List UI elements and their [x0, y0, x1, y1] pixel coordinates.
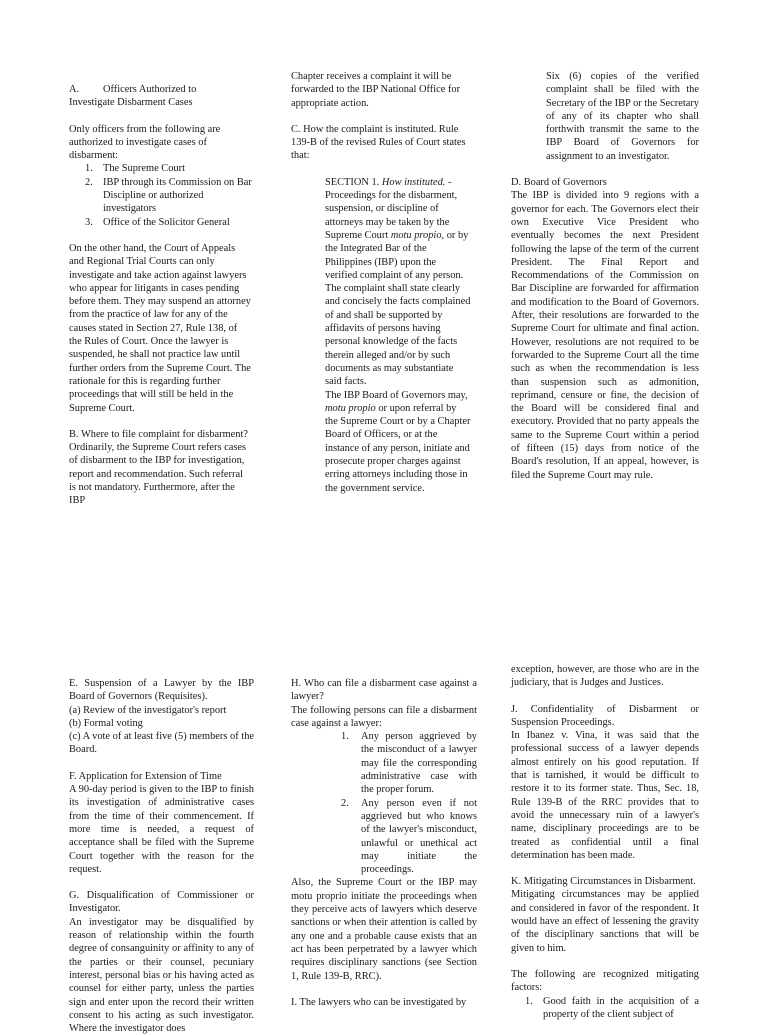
- paragraph-k: Mitigating circumstances may be applied and considered in favor of the respondent. It would have an effect of lessening the gravity of the disciplinary sanctions that will be given to him.: [511, 889, 699, 954]
- heading-j: J. Confidentiality of Disbarment or Suspension Proceedings.: [511, 703, 699, 728]
- heading-a: A. Officers Authorized to: [69, 84, 197, 95]
- heading-i: I. The lawyers who can be investigated by: [291, 996, 467, 1008]
- paragraph-d: The IBP is divided into 9 regions with a governor for each. The Governors elect their own Executive Vice President who eventually becomes the next President following the lapse of the term of the current President. The Final Report and Recommendations of the Commission on Bar Discipline are forwarded for affirmation and modification to the Board of Governors. After, their resolutions are forwarded to the Supreme Court for ultimate and final action. However, resolutions are not required to be forwarded to the Supreme Court all the time such as when the recommendation is less than suspension such as admonition, reprimand, censure or fine, the decision of the Board will be considered final and executory. Provided that no party appeals the same to the Supreme Court within a period of fifteen (15) days from notice of the Board's resolution, If an appeal, however, is filed the Supreme Court may rule.: [511, 190, 699, 481]
- list-item: 2. Any person even if not aggrieved but who knows of the lawyer's misconduct, unlawful or unethical act may initiate the proceedings.: [341, 797, 477, 876]
- list-item: 3. Office of the Solicitor General: [85, 216, 230, 228]
- heading-f: F. Application for Extension of Time: [69, 770, 222, 782]
- intro-paragraph: Only officers from the following are authorized to investigate cases of disbarment:: [69, 123, 221, 162]
- heading-e: E. Suspension of a Lawyer by the IBP Board of Governors (Requisites).: [69, 678, 254, 703]
- list-item: 2. IBP through its Commission on Bar Discipline or authorized investigators: [85, 176, 252, 215]
- heading-b: B. Where to file complaint for disbarment?: [69, 428, 248, 440]
- section-1-text-2: The IBP Board of Governors may, motu propio or upon referral by the Supreme Court or by a Chapter Board of Officers, or at the instance of any person, initiate and prosecute proper charges against erring attorneys including those in the government service.: [325, 389, 471, 494]
- list-item: 1. Any person aggrieved by the misconduct of a lawyer may file the corresponding administrative case with the proper forum.: [341, 731, 477, 796]
- paragraph-g: An investigator may be disqualified by reason of relationship within the fourth degree of consanguinity or affinity to any of the parties or their counsel, pecuniary interest, personal bias or his having acted as counsel for either party, unless the parties sign and enter upon the record their written consent to his acting as such investigator. Where the investigator does: [69, 916, 254, 1035]
- page1-column-2: [291, 70, 471, 495]
- heading-a-line2: Investigate Disbarment Cases: [69, 97, 193, 109]
- persons-list: [291, 730, 477, 876]
- paragraph-also: Also, the Supreme Court or the IBP may motu proprio initiate the proceedings when they perceive acts of lawyers which deserve sanctions or when their attention is called by any one and a probable cause exists that an act has been perpetrated by a lawyer which requires disciplinary sanctions (see Section 1, Rule 139-B, RRC).: [291, 877, 477, 982]
- section-1-text: SECTION 1. How instituted. - Proceedings for the disbarment, suspension, or discipline of attorneys may be taken by the Supreme Court motu propio, or by the Integrated Bar of the Philippines (IBP) upon the verified complaint of any person. The complaint shall state clearly and concisely the facts complained of and shall be supported by affidavits of persons having personal knowledge of the facts therein alleged and/or by such documents as may substantiate said facts.: [325, 176, 471, 388]
- heading-h: H. Who can file a disbarment case against a lawyer?: [291, 678, 477, 703]
- paragraph-f: A 90-day period is given to the IBP to finish its investigation of administrative cases from the time of their commencement. If more time is needed, a request of acceptance shall be filed with the Supreme Court together with the reason for the request.: [69, 784, 254, 875]
- page1-column-3: [511, 70, 699, 482]
- page1-column-1: [69, 83, 252, 508]
- heading-c: C. How the complaint is instituted. Rule 139-B of the revised Rules of Court states that:: [291, 123, 466, 162]
- paragraph-b: Ordinarily, the Supreme Court refers cases of disbarment to the IBP for investigation, report and recommendation. Such referral is not mandatory. Furthermore, after the IBP: [69, 442, 247, 507]
- paragraph-j: In Ibanez v. Vina, it was said that the professional success of a lawyer depends almost entirely on his good reputation. If that is tarnished, it would be difficult to restore it to its former state. Thus, Sec. 18, Rule 139-B of the RRC provides that to avoid the unnecessary ruin of a lawyer's name, disciplinary proceedings are to be treated as confidential until a final determination has been made.: [511, 730, 699, 861]
- paragraph-h: The following persons can file a disbarment case against a lawyer:: [291, 704, 477, 729]
- factors-list: [511, 995, 699, 1022]
- paragraph-continued: Chapter receives a complaint it will be forwarded to the IBP National Office for appropriate action.: [291, 71, 461, 109]
- section-1-quote: [291, 176, 471, 495]
- paragraph-k2: The following are recognized mitigating factors:: [511, 968, 699, 994]
- paragraph-six-copies: Six (6) copies of the verified complaint shall be filed with the Secretary of the IBP or the Secretary of any of its chapter who shall forthwith transmit the same to the IBP Board of Governors for assignment to an investigator.: [546, 71, 699, 162]
- list-item: 1. The Supreme Court: [85, 163, 185, 175]
- heading-k: K. Mitigating Circumstances in Disbarment.: [511, 876, 696, 888]
- officers-list: [69, 162, 252, 228]
- requisite-c: (c) A vote of at least five (5) members of the Board.: [69, 731, 254, 756]
- paragraph-exception: exception, however, are those who are in the judiciary, that is Judges and Justices.: [511, 664, 699, 689]
- list-item: 1. Good faith in the acquisition of a property of the client subject of: [525, 995, 699, 1020]
- requisite-b: (b) Formal voting: [69, 717, 143, 729]
- heading-g: G. Disqualification of Commissioner or Investigator.: [69, 890, 254, 915]
- paragraph-other-courts: On the other hand, the Court of Appeals and Regional Trial Courts can only investigate and take action against lawyers who appear for litigants in cases pending before them. They may suspend an attorney from the practice of law for any of the causes stated in Section 27, Rule 138, of the Rules of Court. Once the lawyer is suspended, he shall not practice law until further orders from the Supreme Court. The rationale for this is regarding further proceedings that will still be held in the Supreme Court.: [69, 242, 251, 414]
- page2-column-1: [69, 677, 254, 1035]
- page2-column-3: [511, 663, 699, 1021]
- requisite-a: (a) Review of the investigator's report: [69, 704, 227, 716]
- page2-column-2: [291, 677, 477, 1009]
- heading-d: D. Board of Governors: [511, 177, 607, 189]
